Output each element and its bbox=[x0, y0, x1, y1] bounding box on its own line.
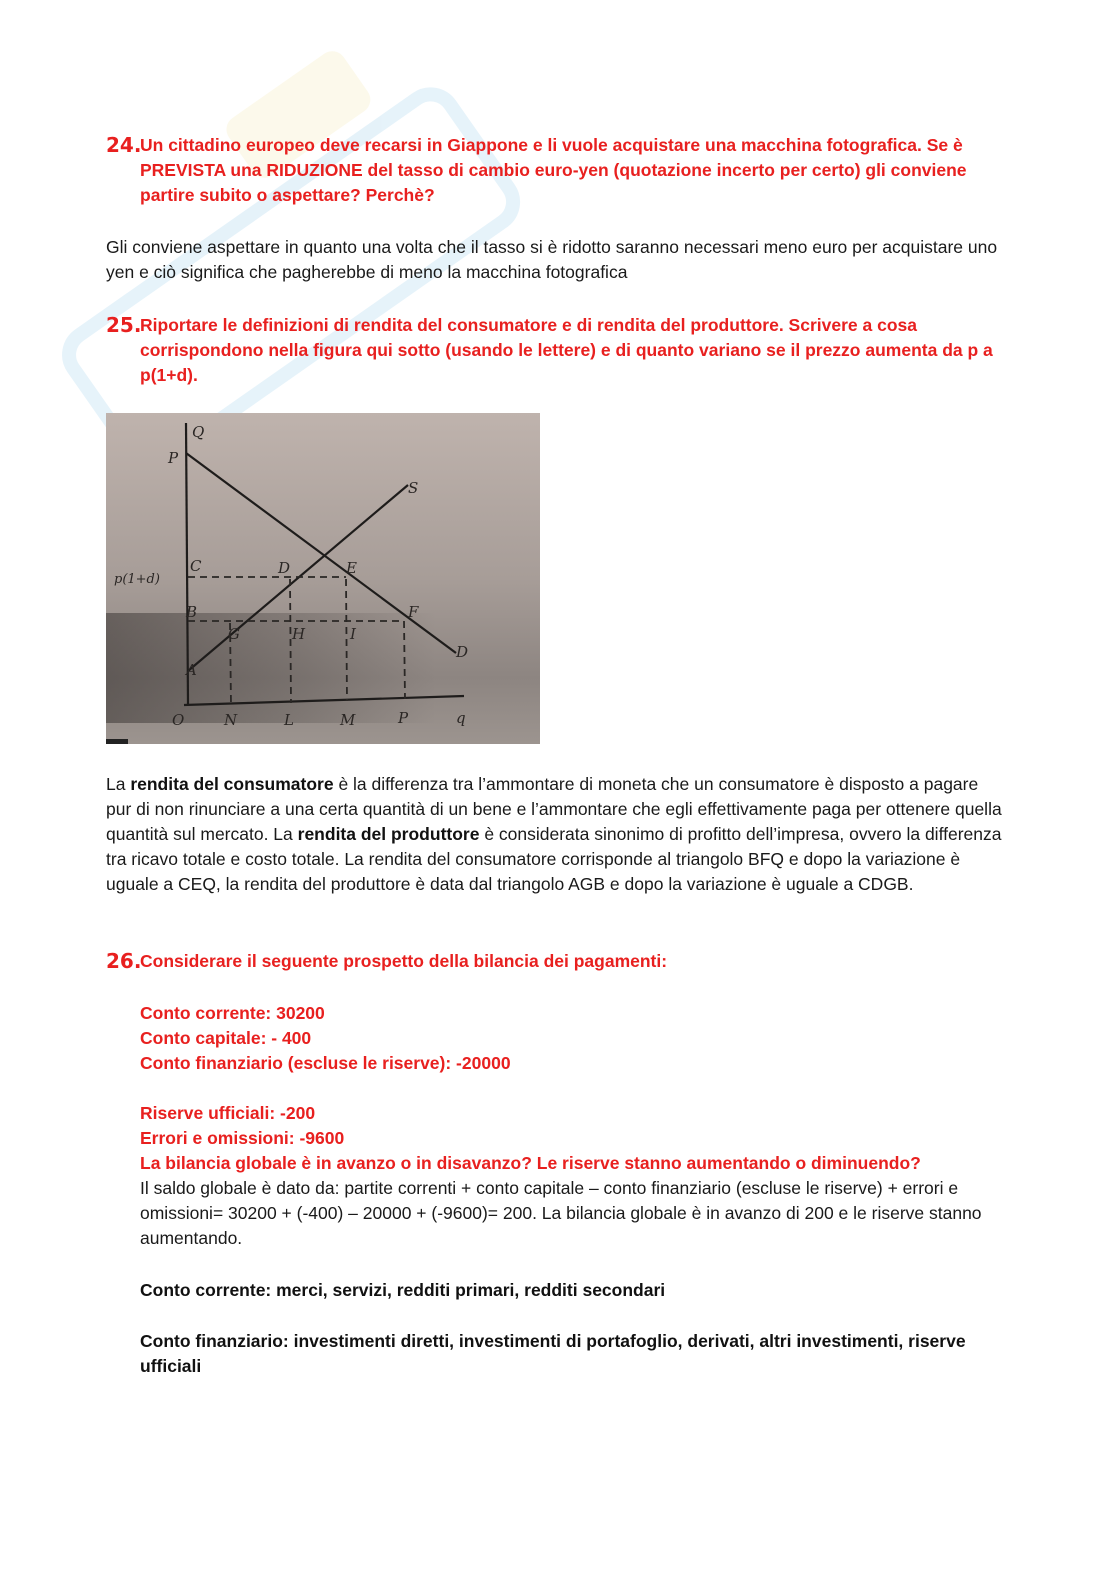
sub-question: La bilancia globale è in avanzo o in disavanzo? Le riserve stanno aumentando o diminuendo? bbox=[140, 1153, 921, 1173]
answer-25 bbox=[106, 772, 1006, 897]
label-M: M bbox=[340, 711, 356, 729]
item-official-reserves: Riserve ufficiali: -200 bbox=[140, 1103, 316, 1123]
photo-shadow bbox=[106, 613, 436, 723]
note-current-account: Conto corrente: merci, servizi, redditi primari, redditi secondari bbox=[140, 1280, 666, 1300]
answer-26: Il saldo globale è dato da: partite correnti + conto capitale – conto finanziario (escluse le riserve) + errori e omissioni= 30200 + (-400) – 20000 + (-9600)= 200. La bilancia globale è in avanzo di 200 e le riserve stanno aumentando. bbox=[140, 1178, 982, 1248]
label-q: q bbox=[456, 709, 466, 727]
label-S: S bbox=[408, 479, 419, 497]
question-number: 26. bbox=[106, 949, 142, 973]
item-errors-omissions: Errori e omissioni: -9600 bbox=[140, 1128, 345, 1148]
label-C: C bbox=[190, 557, 202, 575]
item-capital-account: Conto capitale: - 400 bbox=[140, 1028, 312, 1048]
label-D: D bbox=[456, 643, 469, 661]
balance-items-group-1 bbox=[140, 1001, 1010, 1076]
label-L: L bbox=[284, 711, 294, 729]
question-24 bbox=[106, 133, 1006, 208]
label-P-qty: P bbox=[398, 709, 409, 727]
label-E: E bbox=[346, 559, 357, 577]
note-financial-account: Conto finanziario: investimenti diretti, investimenti di portafoglio, derivati, altri investimenti, riserve ufficiali bbox=[140, 1331, 966, 1376]
item-financial-account: Conto finanziario (escluse le riserve): -20000 bbox=[140, 1053, 511, 1073]
term-consumer-surplus: rendita del consumatore bbox=[130, 774, 334, 794]
question-26 bbox=[106, 949, 1006, 974]
label-G: G bbox=[228, 625, 240, 643]
answer-text: La bbox=[106, 774, 131, 794]
label-B: B bbox=[186, 603, 198, 621]
answer-text: è la differenza tra l’ammontare di moneta che un consumatore è disposto a pagare pur di non rinunciare a una certa quantità di un bene e l’ammontare che egli effettivamente paga per ottenere quella quantità sul mercato. La bbox=[106, 774, 1002, 844]
label-N: N bbox=[224, 711, 238, 729]
label-F: F bbox=[408, 603, 419, 621]
answer-24: Gli conviene aspettare in quanto una volta che il tasso si è ridotto saranno necessari meno euro per acquistare uno yen e ciò significa che pagherebbe di meno la macchina fotografica bbox=[106, 237, 998, 282]
item-current-account: Conto corrente: 30200 bbox=[140, 1003, 325, 1023]
label-Q: Q bbox=[192, 423, 205, 441]
label-D-point: D bbox=[278, 559, 291, 577]
balance-items-group-2 bbox=[140, 1101, 1010, 1251]
question-text: Riportare le definizioni di rendita del consumatore e di rendita del produttore. Scrivere a cosa corrispondono nella figura qui sotto (usando le lettere) e di quanto variano se il prezzo aumenta da p a p(1+d). bbox=[140, 315, 993, 385]
supply-demand-figure bbox=[106, 413, 540, 744]
label-P: P bbox=[168, 449, 179, 467]
term-producer-surplus: rendita del produttore bbox=[297, 824, 480, 844]
question-number: 24. bbox=[106, 133, 142, 157]
question-25 bbox=[106, 313, 1006, 388]
label-H: H bbox=[292, 625, 306, 643]
label-A: A bbox=[186, 661, 197, 679]
question-text: Un cittadino europeo deve recarsi in Giappone e li vuole acquistare una macchina fotografica. Se è PREVISTA una RIDUZIONE del tasso di cambio euro-yen (quotazione incerto per certo) gli conviene partire subito o aspettare? Perchè? bbox=[140, 135, 967, 205]
label-p1d: p(1+d) bbox=[114, 572, 160, 587]
answer-text: è considerata sinonimo di profitto dell’impresa, ovvero la differenza tra ricavo totale e costo totale. La rendita del consumatore corrisponde al triangolo BFQ e dopo la variazione è uguale a CEQ, la rendita del produttore è data dal triangolo AGB e dopo la variazione è uguale a CDGB. bbox=[106, 824, 1002, 894]
question-number: 25. bbox=[106, 313, 142, 337]
label-I: I bbox=[350, 625, 356, 643]
figure-corner-mark bbox=[106, 739, 128, 744]
label-O: O bbox=[172, 711, 185, 729]
question-text: Considerare il seguente prospetto della bilancia dei pagamenti: bbox=[140, 951, 668, 971]
